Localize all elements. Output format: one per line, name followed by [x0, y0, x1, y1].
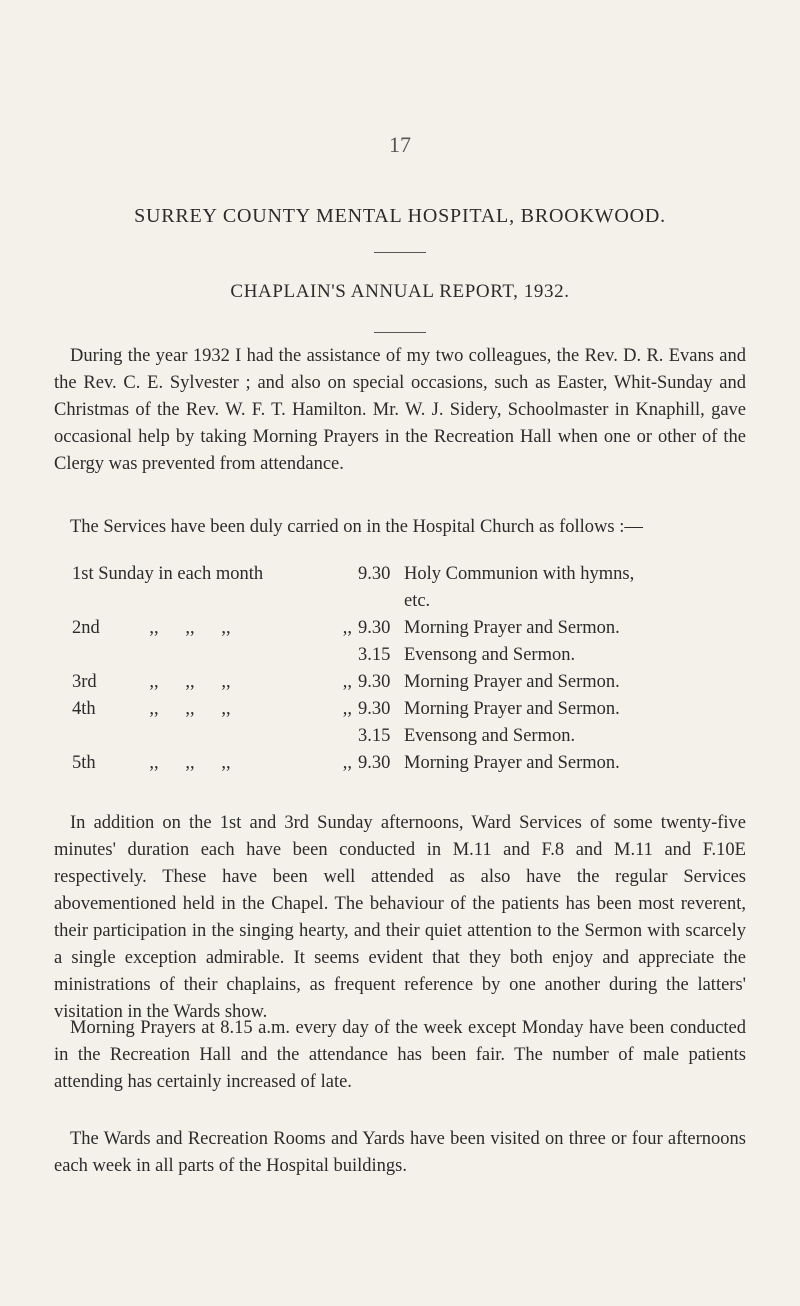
schedule-service: Evensong and Sermon. [404, 726, 576, 746]
ditto-mark: ,, [149, 618, 159, 638]
schedule-row [72, 645, 634, 672]
ditto-mark: ,, [221, 672, 231, 692]
schedule-day: 5th [72, 753, 96, 773]
schedule-time: 9.30 [358, 672, 391, 692]
schedule-service: Morning Prayer and Sermon. [404, 672, 620, 692]
schedule-service: Holy Communion with hymns, [404, 564, 635, 584]
ditto-mark: ,, [149, 672, 159, 692]
ditto-mark: ,, [342, 753, 352, 773]
divider [374, 332, 426, 333]
schedule-day: 3rd [72, 672, 97, 692]
ditto-mark: ,, [185, 753, 195, 773]
schedule-row [72, 753, 634, 780]
schedule-service: Morning Prayer and Sermon. [404, 753, 620, 773]
report-title: CHAPLAIN'S ANNUAL REPORT, 1932. [230, 281, 570, 302]
schedule-service: Morning Prayer and Sermon. [404, 618, 620, 638]
schedule-time: 3.15 [358, 645, 391, 665]
ditto-mark: ,, [342, 672, 352, 692]
morning-prayers-paragraph: Morning Prayers at 8.15 a.m. every day of the week except Monday have been conducted in the Recreation Hall and the attendance has been fair. The number of male patients attending has certainly increased of late. [54, 1018, 746, 1092]
hospital-title: SURREY COUNTY MENTAL HOSPITAL, BROOKWOOD. [134, 205, 666, 227]
schedule-row [72, 564, 634, 591]
ditto-mark: ,, [149, 699, 159, 719]
services-schedule [72, 564, 634, 780]
schedule-time: 3.15 [358, 726, 391, 746]
divider [374, 252, 426, 253]
ditto-mark: ,, [185, 618, 195, 638]
page-number: 17 [389, 132, 411, 157]
schedule-row [72, 672, 634, 699]
schedule-row [72, 726, 634, 753]
ditto-mark: ,, [221, 699, 231, 719]
intro-paragraph: During the year 1932 I had the assistance of my two colleagues, the Rev. D. R. Evans and the Rev. C. E. Sylvester ; and also on special occasions, such as Easter, Whit-Sunday and Christmas of the Rev. W. F. T. Hamilton. Mr. W. J. Sidery, Schoolmaster in Knaphill, gave occasional help by taking Morning Prayers in the Recreation Hall when one or other of the Clergy was prevented from attendance. [54, 346, 746, 474]
schedule-row [72, 591, 634, 618]
schedule-time: 9.30 [358, 699, 391, 719]
ditto-mark: ,, [185, 699, 195, 719]
schedule-service: Morning Prayer and Sermon. [404, 699, 620, 719]
visits-paragraph: The Wards and Recreation Rooms and Yards have been visited on three or four afternoons each week in all parts of the Hospital buildings. [54, 1129, 746, 1176]
schedule-service-continuation: etc. [404, 591, 431, 611]
ditto-mark: ,, [221, 753, 231, 773]
schedule-day: 4th [72, 699, 96, 719]
schedule-service: Evensong and Sermon. [404, 645, 576, 665]
schedule-time: 9.30 [358, 564, 391, 584]
schedule-time: 9.30 [358, 618, 391, 638]
ditto-mark: ,, [342, 618, 352, 638]
ditto-mark: ,, [221, 618, 231, 638]
schedule-label: 1st Sunday in each month [72, 564, 264, 584]
ward-services-paragraph: In addition on the 1st and 3rd Sunday afternoons, Ward Services of some twenty-five minutes' duration each have been conducted in M.11 and F.8 and M.11 and F.10E respectively. These have been well attended as also have the regular Services abovementioned held in the Chapel. The behaviour of the patients has been most reverent, their participation in the singing hearty, and their quiet attention to the Sermon with scarcely a single exception admirable. It seems evident that they both enjoy and appreciate the ministrations of their chaplains, as frequent reference by one another during the latters' visitation in the Wards show. [54, 813, 746, 1022]
ditto-mark: ,, [185, 672, 195, 692]
schedule-row [72, 699, 634, 726]
ditto-mark: ,, [342, 699, 352, 719]
schedule-row [72, 618, 634, 645]
schedule-day: 2nd [72, 618, 100, 638]
schedule-time: 9.30 [358, 753, 391, 773]
services-intro-paragraph: The Services have been duly carried on in the Hospital Church as follows :— [70, 517, 643, 537]
ditto-mark: ,, [149, 753, 159, 773]
